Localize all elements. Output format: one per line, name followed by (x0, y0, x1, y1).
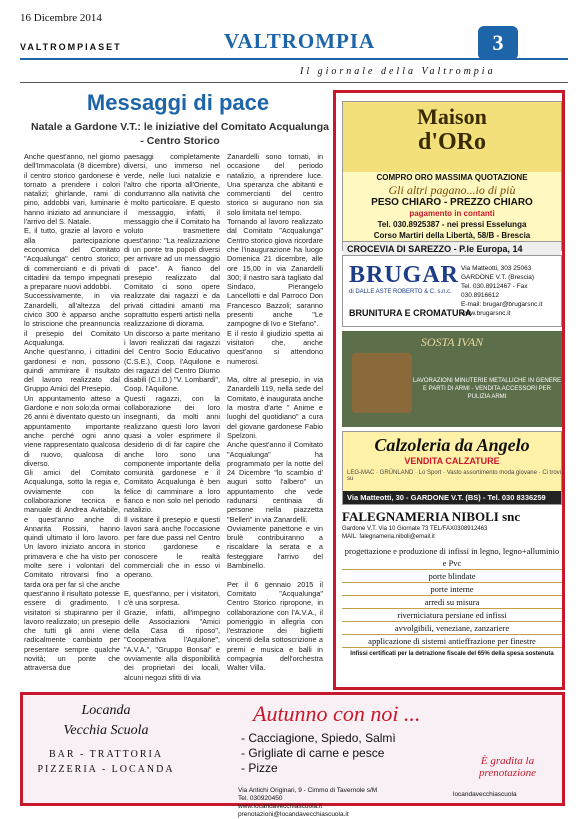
service-item: riverniciatura persiane ed infissi (342, 609, 562, 622)
brugar-web[interactable]: www.brugarsnc.it (461, 310, 511, 317)
social-link[interactable]: Ci trovi su (347, 470, 561, 482)
gun-image (352, 353, 412, 413)
brugar-contacts (461, 264, 561, 318)
brugar-logo: BRUGAR (349, 262, 460, 288)
page-number: 3 (478, 26, 518, 60)
niboli-services (342, 545, 562, 648)
calzoleria-note: Vasto assortimento moda giovane (446, 470, 537, 476)
brugar-company: di DALLE ASTE ROBERTO & C. s.n.c. (349, 289, 452, 295)
ads-panel (333, 90, 565, 690)
article-column-3: Zanardelli sono tornati, in occasione del periodo natalizio, a riprendere luce. Una speranza che abitanti e commercianti del centro storico si augurano non sia solo limitata nel tempo. Tornando al lavoro realizzato dal Comitato "Acqualunga" Centro storico giova ricordare che l'inaugurazione ha luogo Domenica 21 dicembre, alle ore 15,00 in via Zanardelli 300; il nastro sarà tagliato dal Sindaco, Pierangelo Lancellotti e dal Parroco Don Francesco Bazzoli; saranno presenti anche "Le zampogne di Ivo e Stefano". E il resto il giudizio spetta ai visitatori che, anche quest'anno si attendono numerosi. Ma, oltre al presepio, in via Zanardelli 119, nella sede del Comitato, è inaugurata anche la mostra d'arte " Anime e luoghi del quotidiano" a cura del giovane gardonese Fabio Spelzoni. Anche quest'anno il Comitato "Acqualunga" ha programmato per la notte del 24 Dicembre "lo scambio d' auguri sotto l'albero" un appuntamento che vede radunarsi centinaia di persone nella piazzetta "Belleri" in via Zanardelli. Ovviamente panettone e vin brulè contribuiranno a riscaldare la serata e a festeggiare l'arrivo del Bambinello. Per il 6 gennaio 2015 il Comitato "Acqualunga" Centro Storico ripropone, in collaborazione con l'A.V.A., il pomeriggio in allegria con l'estrazione dei biglietti vincenti della sottoscrizione a premi e musica e balli in compagnia dell'orchestra Walter Villa. (227, 152, 323, 673)
locanda-menu (241, 731, 396, 776)
locanda-facebook[interactable]: locandavecchiascuola (453, 791, 517, 798)
locanda-address: Via Antichi Originari, 9 - Cimmo di Tavernole s/M (238, 787, 378, 794)
niboli-footer: Infissi certificati per la detrazione fiscale del 65% della spesa sostenuta (350, 651, 554, 657)
menu-item: - Pizze (241, 761, 278, 775)
maison-phone: Tel. 030.8925387 - nei pressi Esselunga (377, 220, 527, 229)
header-divider (20, 58, 568, 60)
calzoleria-footer: Via Matteotti, 30 - GARDONE V.T. (BS) - Tel. 030 8336259 (343, 491, 561, 504)
locanda-tel: Tel. 030920450 (238, 795, 283, 802)
brugar-address: Via Matteotti, 303 25063 GARDONE V.T. (Brescia) (461, 265, 535, 281)
article-subtitle: Natale a Gardone V.T.: le iniziative del Comitato Acqualunga - Centro Storico (31, 121, 329, 147)
service-item: arredi su misura (342, 596, 562, 609)
locanda-kind-1: BAR - TRATTORIA (48, 749, 164, 760)
locanda-contacts (238, 787, 377, 819)
maison-name: Maison (417, 104, 487, 129)
maison-logo (343, 102, 561, 172)
tagline: Il giornale della Valtrompia (300, 66, 496, 77)
brugar-email[interactable]: E-mail: brugar@brugarsnc.it (461, 301, 543, 308)
maison-line-4: pagamento in contanti (409, 209, 495, 218)
menu-item: - Grigliate di carne e pesce (241, 746, 385, 760)
maison-address: Corso Martiri della Libertà, 58/B - Brescia (373, 231, 531, 240)
section-title: VALTROMPIA (224, 29, 376, 53)
service-item: applicazione di sistemi antieffrazione per finestre (342, 635, 562, 648)
niboli-name: FALEGNAMERIA NIBOLI snc (342, 509, 521, 524)
issue-date: 16 Dicembre 2014 (20, 12, 102, 24)
locanda-email[interactable]: prenotazioni@locandavecchiascuola.it (238, 811, 349, 818)
publication-brand: VALTROMPIASET (20, 42, 122, 52)
maison-line-3: PESO CHIARO - PREZZO CHIARO (371, 197, 533, 208)
locanda-kind-2: PIZZERIA - LOCANDA (37, 764, 175, 775)
calzoleria-name: Calzoleria da Angelo (374, 435, 530, 455)
niboli-mail[interactable]: MAIL: falegnameria.niboli@email.it (342, 534, 435, 540)
article-column-1: Anche quest'anno, nel giorno dell'Immacolata (8 dicembre) il centro storico gardonese è tornato a prendere i colori natalizi; ghirlande, rami di pino, addobbi vari, luminarie hanno iniziato ad annunciare l'arrivo del S. Natale. E, il tutto, grazie al lavoro e alla partecipazione economica del Comitato "Acqualunga" centro storico; di commercianti e di privati cittadini da tempo impegnati a preparare nuovi addobbi. Successivamente, in via Zanardelli, all'altezza del civico 300 è apparso anche lo striscione che preannuncia il presepio del Comitato Acqualunga. Anche quest'anno, i cittadini gardonesi e non, possono quindi ammirare il risultato del lavoro realizzato dal Gruppo Amici del Presepio. Un appuntamento atteso a Gardone e non solo;da ormai 26 anni è diventato questo un appuntamento importante anche perché ogni anno viene rappresentato qualcosa di nuovo, qualcosa di diverso. Gli amici del Comitato Acqualunga, sotto la regia e, ovviamente con la collaborazione tecnica e manuale di Andrea Avitabile, e quest'anno anche di Annarita Rossini, hanno quindi ultimato il loro lavoro. Un lavoro iniziato ancora in primavera e che ha visto per molte sere i volontari del Comitato ritrovarsi fino a tarda ora per far sì che anche quest'anno il risultato potesse essere di gradimento. I visitatori si stupiranno per il lavoro realizzato; un presepio che tutti gli anni viene radicalmente cambiato per presentare sempre qualche novità; un ponte che attraversa due (24, 152, 120, 673)
locanda-headline: Autunno con noi ... (253, 701, 421, 726)
locanda-reservation-note: È gradita la prenotazione (478, 755, 537, 779)
brugar-service: BRUNITURA E CROMATURA (349, 308, 472, 318)
sosta-text: LAVORAZIONI MINUTERIE METALLICHE IN GENERE E PARTI DI ARMI - VENDITA ACCESSORI PER PULIZIA ARMI (412, 378, 562, 400)
maison-line-1: COMPRO ORO MASSIMA QUOTAZIONE (376, 173, 528, 182)
calzoleria-tag: VENDITA CALZATURE (404, 456, 500, 466)
calzoleria-brands: LEG-MAC · GRÜNLAND · Lo Sport · Vasto assortimento moda giovane · Ci trovi su (347, 470, 561, 482)
sosta-name: SOSTA IVAN (420, 335, 484, 349)
maison-slogan: Gli altri pagano...io di più (388, 183, 516, 197)
article-column-2: paesaggi completamente diversi, uno immerso nel verde, nelle luci natalizie e l'altro che riporta all'Oriente, condurranno alla natività che è molto particolare. E questo il messaggio, infatti, il messaggio che il Comitato ha voluto trasmettere quest'anno: "La realizzazione di un ponte tra popoli diversi per arrivare ad un messaggio di pace". A fianco del presepio realizzato dal Comitato ci sono opere realizzate dai ragazzi e da privati cittadini amanti ma soprattutto esperti artisti nella realizzazione di diorama. Un discorso a parte meritano i lavori realizzati dai ragazzi del Centro Socio Educativo (C.S.E.), Coop. l'Aquilone e dei ragazzi del Centro Diurno disabili (C.I.D.) "V. Lombardi", Coop. l'Aquilone. Questi ragazzi, con la collaborazione dei loro insegnanti, da molti anni realizzano questi loro lavori quasi a voler esprimere il desiderio di di far capire che anche loro sono una componente importante della comunità gardonese e il Comitato Acqualunga è ben felice di camminare a loro fianco e non solo nel periodo natalizio. Il visitare il presepio e questi lavori sarà anche l'occasione per fare due passi nel Centro storico gardonese e conoscere le realtà commerciali che in esso vi operano. E, quest'anno, per i visitatori, c'è una sorpresa. Grazie, infatti, all'impegno delle Associazioni "Amici della Casa di riposo", "Cooperativa l'Aquilone", "A.V.A.", "Gruppo Bonsai" e ovviamente alla disponibilità dei proprietari dei locali, alcuni negozi sfitti di via (124, 152, 220, 682)
maison-doro-ad[interactable] (342, 101, 562, 254)
menu-item: - Cacciagione, Spiedo, Salmì (241, 731, 396, 745)
locanda-name-1: Locanda (81, 703, 131, 718)
service-item: avvolgibili, veneziane, zanzariere (342, 622, 562, 635)
maison-footer: CROCEVIA DI SAREZZO - P.le Europa, 14 (343, 241, 561, 256)
maison-name-2: d'ORo (417, 129, 486, 155)
brugar-tel: Tel. 030.8912467 - Fax 030.8916612 (461, 283, 528, 299)
brugar-ad[interactable] (342, 255, 562, 327)
calzoleria-ad[interactable] (342, 431, 562, 505)
locanda-web[interactable]: www.locandavecchiascuola.it (238, 803, 323, 810)
article-title: Messaggi di pace (86, 90, 270, 115)
sosta-ivan-ad[interactable] (342, 331, 562, 427)
locanda-ad[interactable] (20, 692, 565, 818)
service-item: porte blindate (342, 570, 562, 583)
brand-list: LEG-MAC · GRÜNLAND · Lo Sport (347, 470, 442, 476)
service-item: progettazione e produzione di infissi in legno, legno+alluminio e Pvc (342, 545, 562, 570)
content-divider (20, 82, 568, 83)
locanda-logo (31, 703, 181, 803)
niboli-ad[interactable] (342, 509, 562, 679)
niboli-address: Gardone V.T. Via 10 Giornate 73 TEL/FAX0308912463 (342, 526, 488, 532)
locanda-name-2: Vecchia Scuola (63, 723, 149, 738)
service-item: porte interne (342, 583, 562, 596)
